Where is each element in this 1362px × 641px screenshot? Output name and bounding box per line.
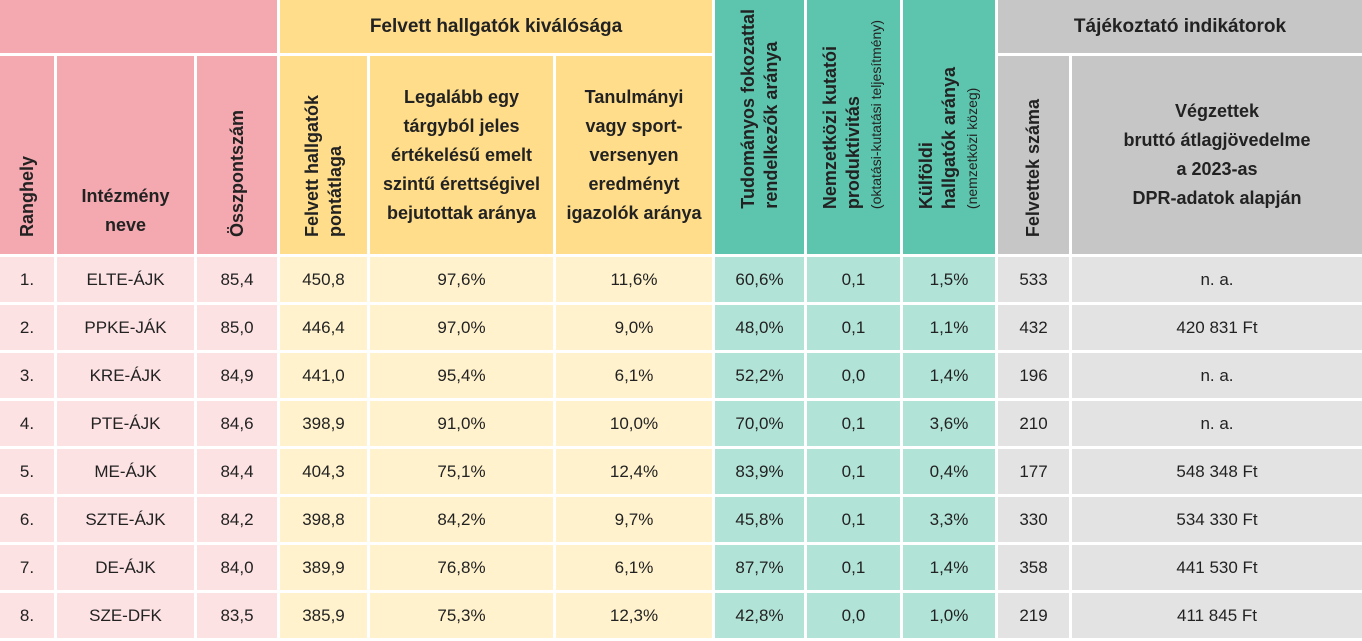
cell-rank: 1.	[0, 257, 54, 302]
header-group-excellence: Felvett hallgatók kiválósága	[280, 0, 712, 53]
cell-admitted: 330	[998, 497, 1069, 542]
cell-score: 83,5	[197, 593, 277, 638]
cell-admitted: 533	[998, 257, 1069, 302]
header-average-score: Felvett hallgatók pontátlaga	[280, 56, 367, 254]
cell-income: n. a.	[1072, 353, 1362, 398]
table-row	[0, 305, 1362, 350]
cell-institution: DE-ÁJK	[57, 545, 194, 590]
cell-score: 84,6	[197, 401, 277, 446]
cell-research: 0,0	[807, 593, 900, 638]
cell-admitted: 177	[998, 449, 1069, 494]
header-blank-group	[0, 0, 277, 53]
cell-admitted: 196	[998, 353, 1069, 398]
cell-excellent: 75,3%	[370, 593, 553, 638]
cell-phd: 60,6%	[715, 257, 804, 302]
cell-research: 0,1	[807, 305, 900, 350]
header-graduate-income: Végzettek bruttó átlagjövedelme a 2023-as DPR-adatok alapján	[1072, 56, 1362, 254]
cell-score: 84,9	[197, 353, 277, 398]
table-row	[0, 257, 1362, 302]
cell-research: 0,1	[807, 449, 900, 494]
table-row	[0, 593, 1362, 638]
cell-income: 441 530 Ft	[1072, 545, 1362, 590]
table-row	[0, 401, 1362, 446]
table-row	[0, 545, 1362, 590]
header-research-productivity: Nemzetközi kutatói produktivitás (oktatási-kutatási teljesítmény)	[807, 0, 900, 254]
cell-income: n. a.	[1072, 401, 1362, 446]
cell-research: 0,1	[807, 497, 900, 542]
cell-competition: 10,0%	[556, 401, 712, 446]
cell-score: 84,2	[197, 497, 277, 542]
cell-admitted: 432	[998, 305, 1069, 350]
cell-foreign: 1,4%	[903, 545, 995, 590]
cell-competition: 12,4%	[556, 449, 712, 494]
cell-phd: 52,2%	[715, 353, 804, 398]
cell-excellent: 97,6%	[370, 257, 553, 302]
cell-phd: 42,8%	[715, 593, 804, 638]
cell-rank: 3.	[0, 353, 54, 398]
cell-competition: 6,1%	[556, 545, 712, 590]
cell-score: 85,0	[197, 305, 277, 350]
cell-competition: 9,7%	[556, 497, 712, 542]
cell-admitted: 210	[998, 401, 1069, 446]
cell-foreign: 3,6%	[903, 401, 995, 446]
cell-institution: KRE-ÁJK	[57, 353, 194, 398]
cell-rank: 8.	[0, 593, 54, 638]
cell-excellent: 84,2%	[370, 497, 553, 542]
cell-phd: 70,0%	[715, 401, 804, 446]
cell-institution: SZE-DFK	[57, 593, 194, 638]
cell-competition: 11,6%	[556, 257, 712, 302]
table-row	[0, 449, 1362, 494]
cell-institution: PTE-ÁJK	[57, 401, 194, 446]
cell-excellent: 91,0%	[370, 401, 553, 446]
cell-phd: 87,7%	[715, 545, 804, 590]
cell-excellent: 75,1%	[370, 449, 553, 494]
cell-competition: 6,1%	[556, 353, 712, 398]
cell-rank: 5.	[0, 449, 54, 494]
cell-income: n. a.	[1072, 257, 1362, 302]
cell-phd: 83,9%	[715, 449, 804, 494]
cell-research: 0,1	[807, 257, 900, 302]
cell-admitted: 358	[998, 545, 1069, 590]
header-phd-ratio: Tudományos fokozattal rendelkezők aránya	[715, 0, 804, 254]
cell-foreign: 1,0%	[903, 593, 995, 638]
cell-score: 84,4	[197, 449, 277, 494]
cell-average: 450,8	[280, 257, 367, 302]
cell-research: 0,0	[807, 353, 900, 398]
cell-foreign: 1,4%	[903, 353, 995, 398]
cell-excellent: 95,4%	[370, 353, 553, 398]
header-group-indicators: Tájékoztató indikátorok	[998, 0, 1362, 53]
cell-average: 404,3	[280, 449, 367, 494]
header-competition-ratio: Tanulmányi vagy sport- versenyen eredményt igazolók aránya	[556, 56, 712, 254]
cell-foreign: 1,5%	[903, 257, 995, 302]
cell-institution: ME-ÁJK	[57, 449, 194, 494]
cell-competition: 9,0%	[556, 305, 712, 350]
cell-excellent: 76,8%	[370, 545, 553, 590]
cell-research: 0,1	[807, 401, 900, 446]
cell-admitted: 219	[998, 593, 1069, 638]
cell-income: 411 845 Ft	[1072, 593, 1362, 638]
cell-rank: 4.	[0, 401, 54, 446]
cell-income: 548 348 Ft	[1072, 449, 1362, 494]
cell-rank: 6.	[0, 497, 54, 542]
cell-income: 420 831 Ft	[1072, 305, 1362, 350]
cell-score: 84,0	[197, 545, 277, 590]
cell-rank: 7.	[0, 545, 54, 590]
table-row	[0, 353, 1362, 398]
header-foreign-students: Külföldi hallgatók aránya (nemzetközi közeg)	[903, 0, 995, 254]
header-institution: Intézmény neve	[57, 56, 194, 254]
cell-foreign: 0,4%	[903, 449, 995, 494]
cell-institution: SZTE-ÁJK	[57, 497, 194, 542]
cell-average: 446,4	[280, 305, 367, 350]
cell-excellent: 97,0%	[370, 305, 553, 350]
cell-foreign: 1,1%	[903, 305, 995, 350]
cell-average: 441,0	[280, 353, 367, 398]
cell-average: 389,9	[280, 545, 367, 590]
header-total-score: Összpontszám	[197, 56, 277, 254]
cell-average: 385,9	[280, 593, 367, 638]
cell-institution: ELTE-ÁJK	[57, 257, 194, 302]
cell-average: 398,9	[280, 401, 367, 446]
cell-score: 85,4	[197, 257, 277, 302]
cell-phd: 48,0%	[715, 305, 804, 350]
table-row	[0, 497, 1362, 542]
cell-institution: PPKE-JÁK	[57, 305, 194, 350]
cell-average: 398,8	[280, 497, 367, 542]
header-admitted-count: Felvettek száma	[998, 56, 1069, 254]
cell-phd: 45,8%	[715, 497, 804, 542]
header-rank: Ranghely	[0, 56, 54, 254]
cell-rank: 2.	[0, 305, 54, 350]
cell-income: 534 330 Ft	[1072, 497, 1362, 542]
cell-research: 0,1	[807, 545, 900, 590]
cell-competition: 12,3%	[556, 593, 712, 638]
cell-foreign: 3,3%	[903, 497, 995, 542]
header-excellent-ratio: Legalább egy tárgyból jeles értékelésű emelt szintű érettségivel bejutottak aránya	[370, 56, 553, 254]
